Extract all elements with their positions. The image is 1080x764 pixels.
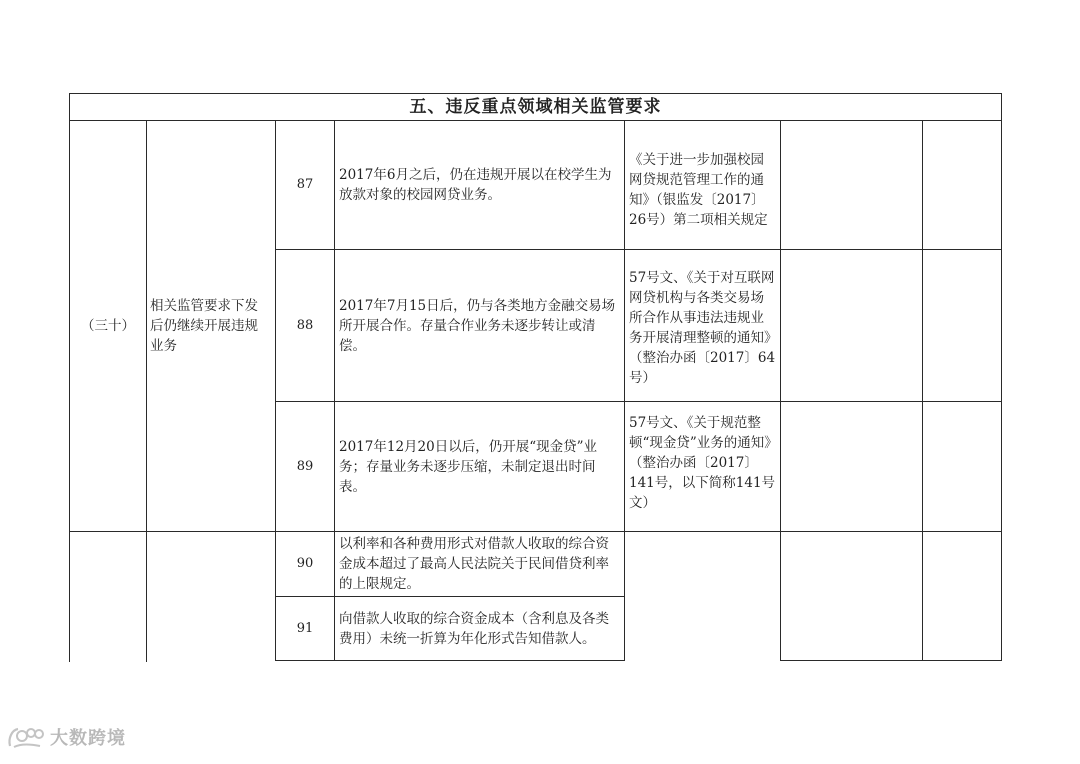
row-divider [780,660,1002,661]
watermark [6,724,126,750]
row-reference: 57号文、《关于规范整顿“现金贷”业务的通知》（整治办函〔2017〕141号，以下简称141号文） [629,415,776,511]
column-divider [780,120,781,661]
row-reference: 57号文、《关于对互联网网贷机构与各类交易场所合作从事违法违规业务开展清理整顿的通知》（整治办函〔2017〕64号） [629,270,776,386]
watermark-text: 大数跨境 [50,728,126,749]
row-number: 88 [296,317,314,333]
section-title: 五、违反重点领域相关监管要求 [409,97,662,117]
row-description: 2017年6月之后，仍在违规开展以在校学生为放款对象的校园网贷业务。 [339,167,612,203]
row-reference: 《关于进一步加强校园网贷规范管理工作的通知》（银监发〔2017〕26号）第二项相关规定 [629,152,768,228]
row-number: 89 [296,458,314,474]
row-description: 2017年7月15日后，仍与各类地方金融交易场所开展合作。存量合作业务未逐步转让或清偿。 [339,297,616,354]
column-divider [922,120,923,661]
watermark-logo-icon [6,724,46,750]
group-description: 相关监管要求下发后仍继续开展违规业务 [150,298,258,354]
row-description: 2017年12月20日以后，仍开展“现金贷”业务；存量业务未逐步压缩，未制定退出时间表。 [339,438,598,495]
row-number: 87 [296,177,314,192]
row-number: 91 [296,620,314,636]
row-number: 90 [296,556,314,571]
group-id: （三十） [81,318,135,334]
row-description: 向借款人收取的综合资金成本（含利息及各类费用）未统一折算为年化形式告知借款人。 [339,610,609,647]
row-description: 以利率和各种费用形式对借款人收取的综合资金成本超过了最高人民法院关于民间借贷利率的上限规定。 [339,536,609,592]
row-divider [275,660,625,661]
table-border-right [1001,93,1002,661]
